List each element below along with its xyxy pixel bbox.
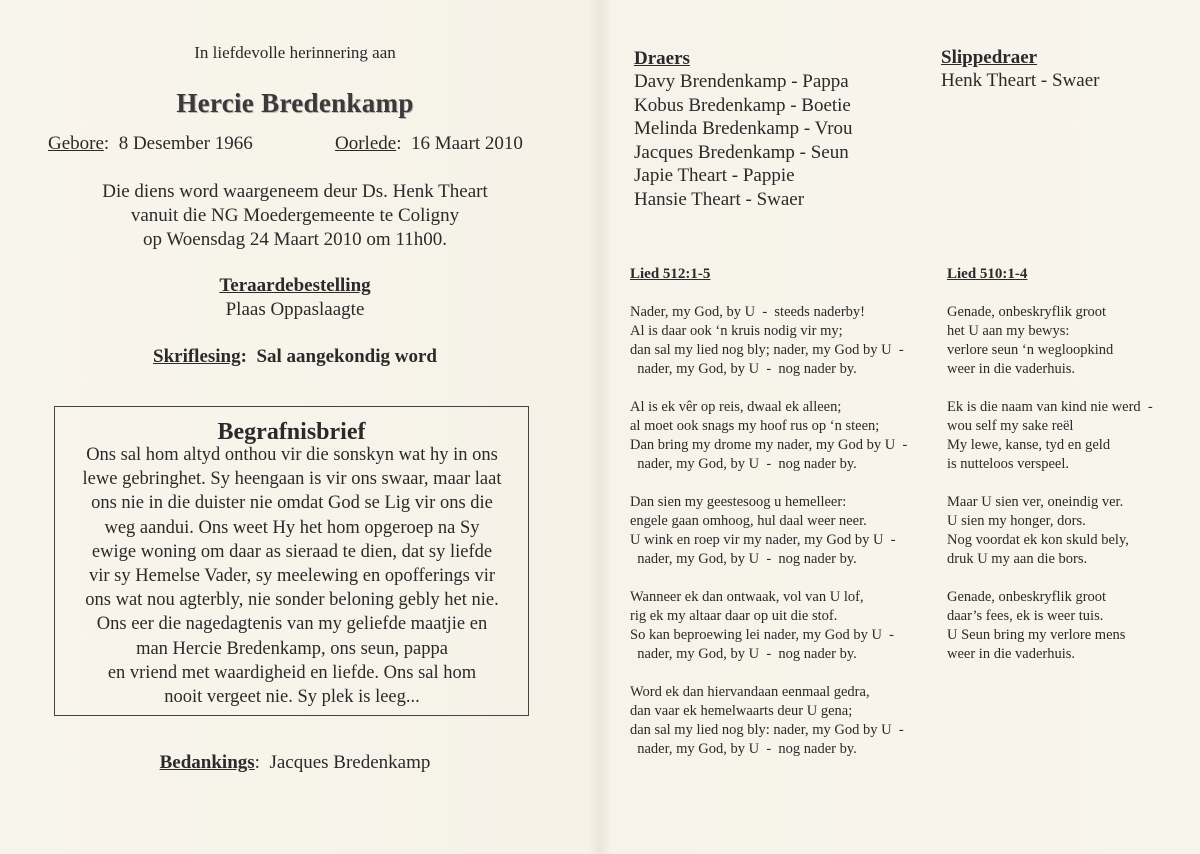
death-date: Oorlede: 16 Maart 2010	[335, 133, 523, 154]
hymn-stanza	[947, 303, 1197, 379]
hymn-line: wou self my sake reël	[947, 418, 1074, 434]
hymn-line: het U aan my bewys:	[947, 323, 1070, 339]
hymn-stanza	[630, 493, 940, 569]
hymn-line: engele gaan omhoog, hul daal weer neer.	[630, 513, 867, 529]
letter-line: vir sy Hemelse Vader, sy meelewing en opofferings vir	[89, 566, 495, 587]
bearer-item: Jacques Bredenkamp - Seun	[634, 141, 849, 163]
left-page	[0, 0, 590, 854]
hymn-line: nader, my God, by U - nog nader by.	[630, 361, 857, 377]
hymn-line: Word ek dan hiervandaan eenmaal gedra,	[630, 684, 870, 700]
bearers-heading: Draers	[634, 48, 690, 69]
hymn-line: So kan beproewing lei nader, my God by U -	[630, 627, 894, 643]
hymn-line: nader, my God, by U - nog nader by.	[630, 456, 857, 472]
hymn-line: Wanneer ek dan ontwaak, vol van U lof,	[630, 589, 864, 605]
hymn-line: Dan bring my drome my nader, my God by U -	[630, 437, 908, 453]
hymn-line: Nog voordat ek kon skuld bely,	[947, 532, 1129, 548]
hymn-line: nader, my God, by U - nog nader by.	[630, 741, 857, 757]
hymn-line: Dan sien my geestesoog u hemelleer:	[630, 494, 847, 510]
hymn-line: dan sal my lied nog bly: nader, my God by U -	[630, 722, 904, 738]
hymn-stanza	[630, 303, 940, 379]
scripture-reading: Skriflesing: Sal aangekondig word	[153, 346, 437, 367]
hymn-line: U wink en roep vir my nader, my God by U -	[630, 532, 896, 548]
right-page	[600, 0, 1200, 854]
service-details	[0, 180, 590, 252]
born-label: Gebore	[48, 133, 104, 154]
thanks: Bedankings: Jacques Bredenkamp	[159, 752, 431, 773]
hymn-line: dan vaar ek hemelwaarts deur U gena;	[630, 703, 853, 719]
hymn-line: druk U my aan die bors.	[947, 551, 1088, 567]
letter-body	[63, 443, 521, 709]
hymn-line: weer in die vaderhuis.	[947, 361, 1076, 377]
hymn-line: weer in die vaderhuis.	[947, 646, 1076, 662]
letter-line: lewe gebringhet. Sy heengaan is vir ons swaar, maar laat	[82, 469, 502, 490]
hymn-line: dan sal my lied nog bly; nader, my God by U -	[630, 342, 904, 358]
thanks-value: Jacques Bredenkamp	[269, 752, 431, 773]
died-value: 16 Maart 2010	[410, 133, 523, 154]
bearer-item: Kobus Bredenkamp - Boetie	[634, 94, 851, 116]
burial-heading: Teraardebestelling	[219, 275, 371, 296]
hymn-line: verlore seun ‘n wegloopkind	[947, 342, 1114, 358]
hymn-line: My lewe, kanse, tyd en geld	[947, 437, 1111, 453]
scripture-label: Skriflesing	[153, 346, 241, 367]
hymn-512-text	[630, 303, 940, 778]
pallbearer-heading: Slippedraer	[941, 47, 1038, 68]
hymn-line: rig ek my altaar daar op uit die stof.	[630, 608, 838, 624]
letter-line: weg aandui. Ons weet Hy het hom opgeroep na Sy	[104, 517, 480, 538]
hymn-line: al moet ook snags my hoof rus op ‘n steen;	[630, 418, 880, 434]
intro-text: In liefdevolle herinnering aan	[194, 43, 396, 62]
hymn-stanza	[630, 398, 940, 474]
hymn-stanza	[630, 588, 940, 664]
scripture-value: Sal aangekondig word	[256, 346, 437, 367]
hymn-line: is nutteloos verspeel.	[947, 456, 1070, 472]
hymn-line: daar’s fees, ek is weer tuis.	[947, 608, 1104, 624]
hymn-line: Al is ek vêr op reis, dwaal ek alleen;	[630, 399, 842, 415]
letter-line: ons wat nou agterbly, nie sonder beloning gebly het nie.	[85, 590, 499, 611]
hymn-line: Ek is die naam van kind nie werd -	[947, 399, 1153, 415]
hymn-line: Genade, onbeskryflik groot	[947, 589, 1107, 605]
bearer-item: Hansie Theart - Swaer	[634, 188, 805, 210]
letter-line: Ons sal hom altyd onthou vir die sonskyn wat hy in ons	[86, 445, 498, 465]
letter-line: nooit vergeet nie. Sy plek is leeg...	[164, 687, 420, 708]
hymn-line: Maar U sien ver, oneindig ver.	[947, 494, 1124, 510]
service-line: Die diens word waargeneem deur Ds. Henk Theart	[102, 181, 488, 202]
pallbearer-item: Henk Theart - Swaer	[941, 70, 1100, 91]
hymn-line: U sien my honger, dors.	[947, 513, 1086, 529]
deceased-name: Hercie Bredenkamp	[176, 88, 414, 118]
hymn-stanza	[947, 493, 1197, 569]
hymn-stanza	[947, 588, 1197, 664]
hymn-line: U Seun bring my verlore mens	[947, 627, 1126, 643]
service-line: op Woensdag 24 Maart 2010 om 11h00.	[142, 229, 448, 250]
funeral-letter-box	[54, 406, 529, 716]
birth-date: Gebore: 8 Desember 1966	[48, 133, 253, 154]
born-value: 8 Desember 1966	[118, 133, 253, 154]
died-label: Oorlede	[335, 133, 397, 154]
thanks-label: Bedankings	[159, 752, 255, 773]
letter-line: en vriend met waardigheid en liefde. Ons sal hom	[107, 662, 477, 683]
hymn-line: Al is daar ook ‘n kruis nodig vir my;	[630, 323, 843, 339]
letter-title: Begrafnisbrief	[217, 419, 366, 445]
letter-line: ewige woning om daar as sieraad te dien, dat sy liefde	[91, 541, 493, 562]
letter-line: ons nie in die duister nie omdat God se Lig vir ons die	[91, 493, 493, 514]
bearer-item: Melinda Bredenkamp - Vrou	[634, 118, 853, 140]
bearer-item: Davy Brendenkamp - Pappa	[634, 71, 849, 92]
hymn-stanza	[630, 683, 940, 759]
hymn-510-title: Lied 510:1-4	[947, 266, 1028, 282]
letter-line: man Hercie Bredenkamp, ons seun, pappa	[136, 638, 448, 659]
service-line: vanuit die NG Moedergemeente te Coligny	[130, 205, 460, 226]
hymn-512-title: Lied 512:1-5	[630, 266, 711, 282]
hymn-line: nader, my God, by U - nog nader by.	[630, 646, 857, 662]
hymn-line: Nader, my God, by U - steeds naderby!	[630, 304, 865, 320]
hymn-line: nader, my God, by U - nog nader by.	[630, 551, 857, 567]
pallbearer-list	[941, 69, 1099, 93]
bearers-list	[634, 70, 853, 212]
bearer-item: Japie Theart - Pappie	[634, 165, 795, 187]
hymn-stanza	[947, 398, 1197, 474]
hymn-510-text	[947, 303, 1197, 683]
letter-line: Ons eer die nagedagtenis van my geliefde maatjie en	[96, 614, 488, 635]
burial-place: Plaas Oppaslaagte	[225, 299, 365, 320]
hymn-line: Genade, onbeskryflik groot	[947, 304, 1107, 320]
